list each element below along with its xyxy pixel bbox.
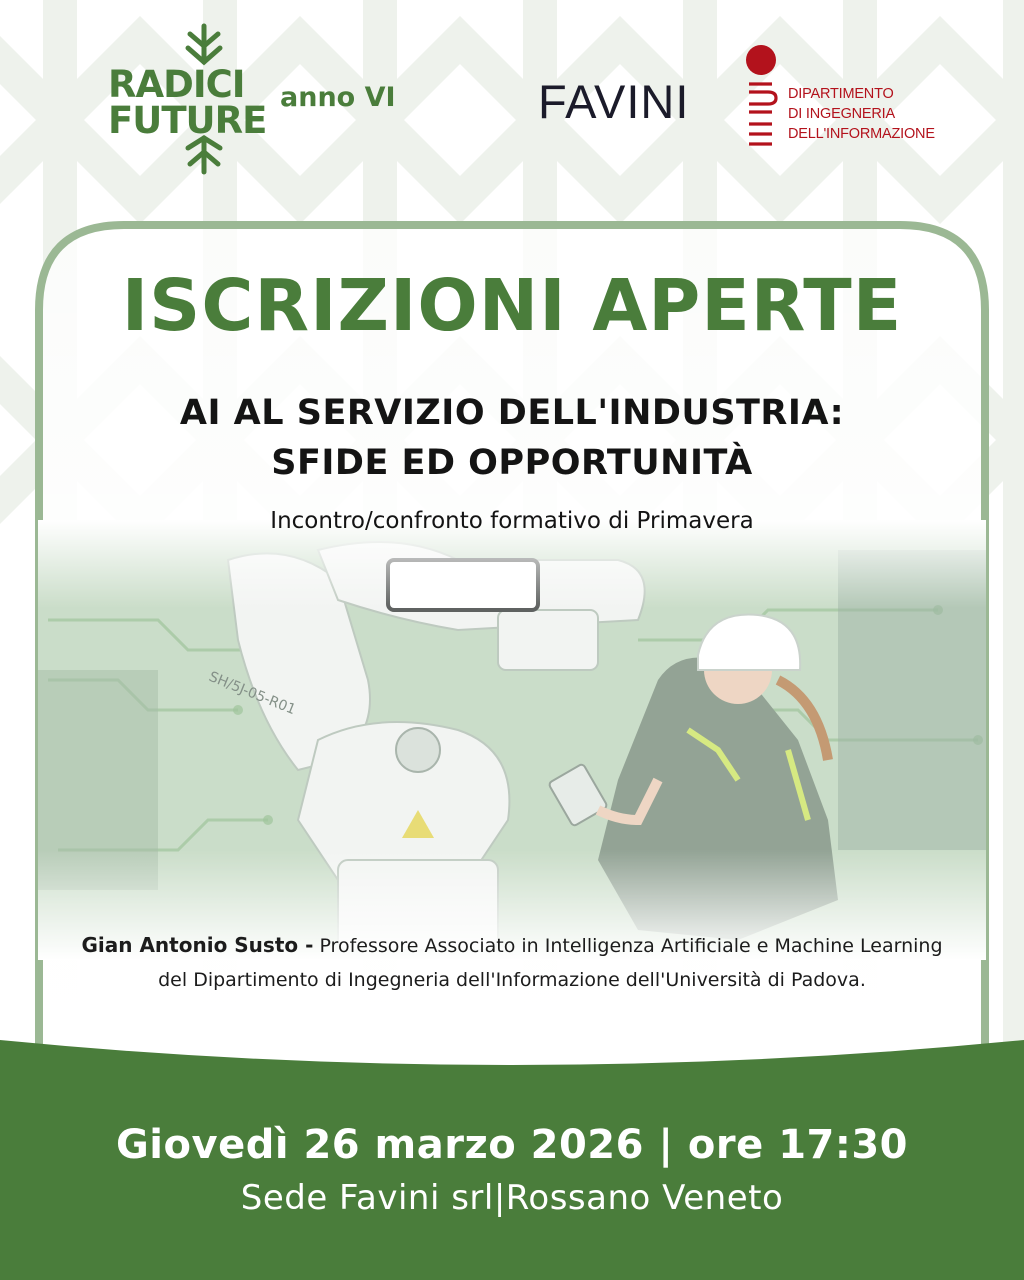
event-title <box>0 388 1024 488</box>
speaker-description: Professore Associato in Intelligenza Artificiale e Machine Learning del Dipartimento di Ingegneria dell'Informazione dell'Università di Padova. <box>158 935 943 991</box>
event-date-time: Giovedì 26 marzo 2026 | ore 17:30 <box>115 1122 909 1168</box>
favini-logo: FAVINI <box>538 75 690 128</box>
logo-word-radici: RADICI <box>108 63 245 106</box>
event-venue: Sede Favini srl|Rossano Veneto <box>240 1178 784 1218</box>
department-logo <box>744 44 944 154</box>
event-title-line: AI AL SERVIZIO DELL'INDUSTRIA: <box>179 393 845 433</box>
headline: ISCRIZIONI APERTE <box>121 264 903 347</box>
speaker-info <box>80 928 944 997</box>
department-name <box>788 84 935 144</box>
university-mark-icon <box>744 44 788 154</box>
event-tagline: Incontro/confronto formativo di Primavera <box>270 508 754 534</box>
logo-word-future: FUTURE <box>108 99 267 142</box>
event-title-line: SFIDE ED OPPORTUNITÀ <box>271 443 753 483</box>
edition-label: anno VI <box>280 82 396 113</box>
speaker-name: Gian Antonio Susto - <box>81 933 314 957</box>
department-line: DI INGEGNERIA <box>788 106 895 122</box>
department-line: DIPARTIMENTO <box>788 86 894 102</box>
robot-arm-engineer-image <box>38 520 986 960</box>
department-line: DELL'INFORMAZIONE <box>788 126 935 142</box>
radici-future-logo <box>104 22 267 178</box>
